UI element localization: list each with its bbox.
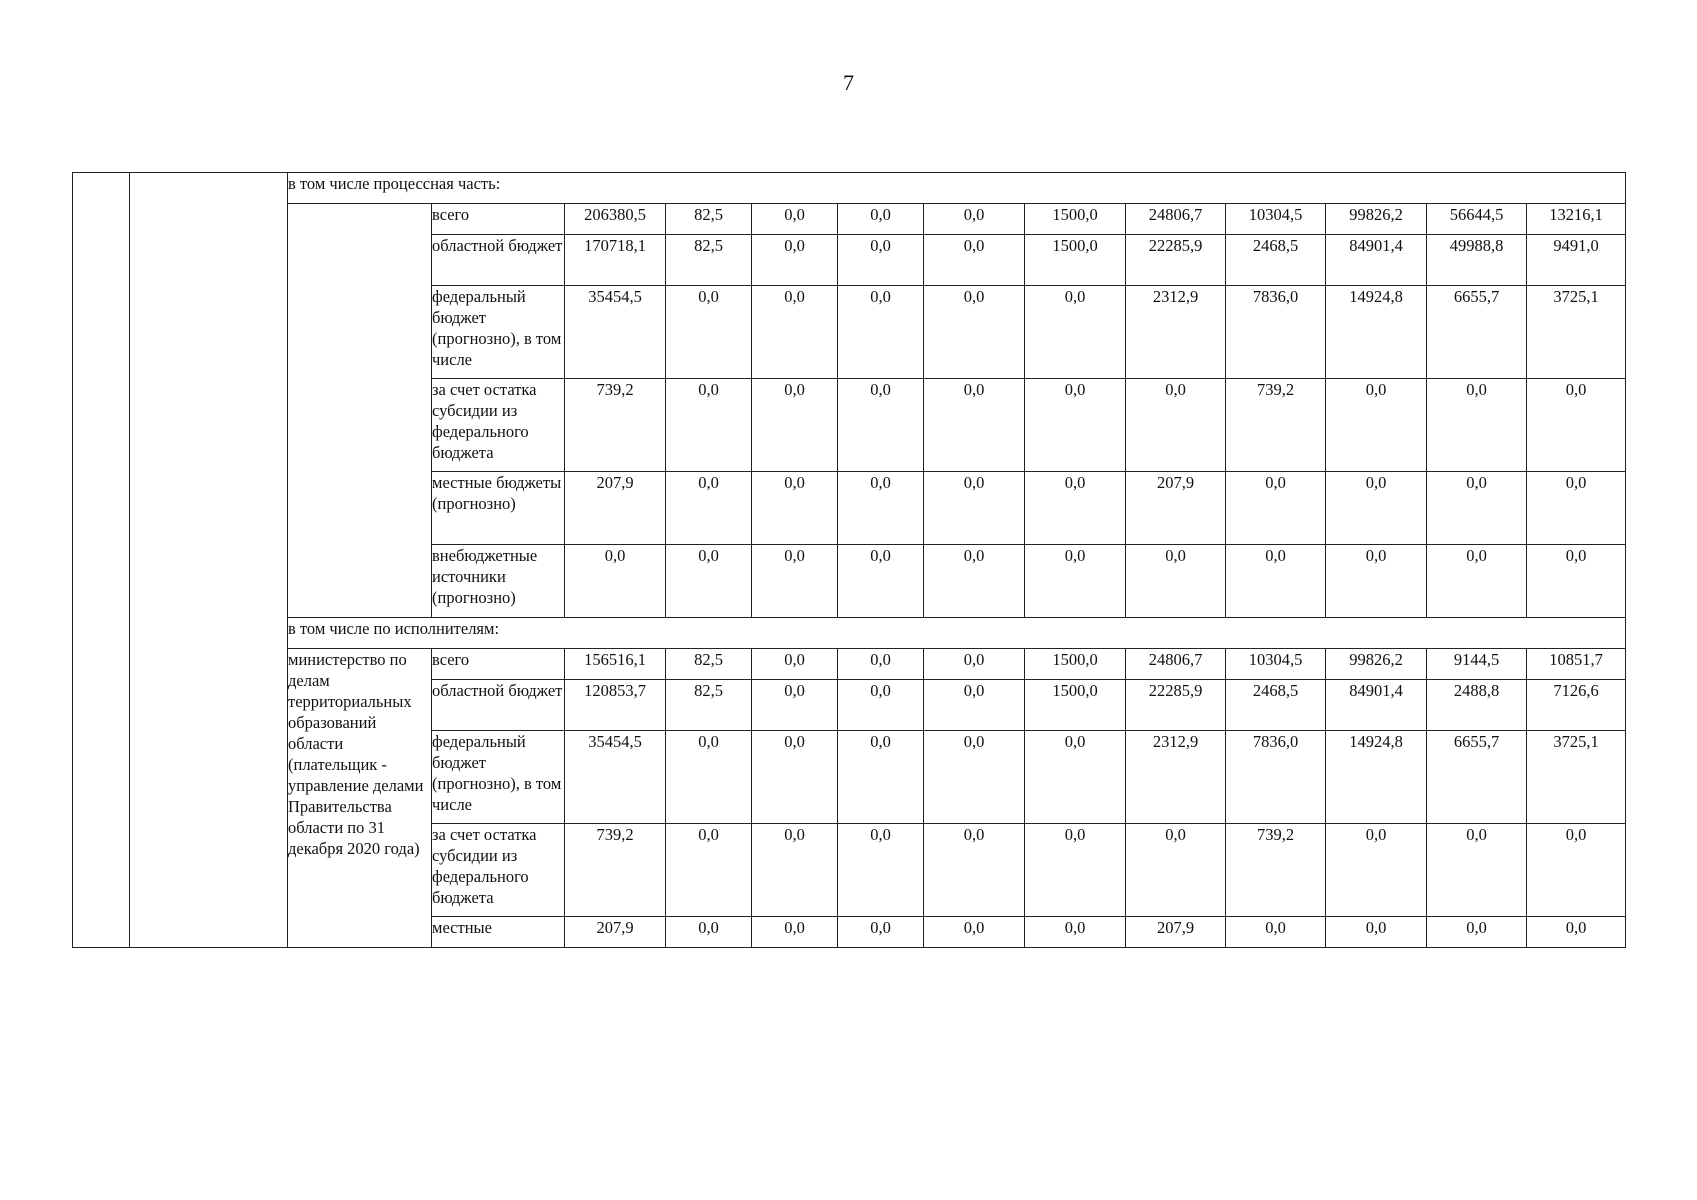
- value-cell: 0,0: [1427, 917, 1527, 948]
- value-cell: 82,5: [666, 649, 752, 680]
- value-cell: 22285,9: [1126, 235, 1226, 286]
- row-label: федеральный бюджет (прогнозно), в том числе: [432, 286, 565, 379]
- value-cell: 0,0: [666, 917, 752, 948]
- value-cell: 1500,0: [1025, 204, 1126, 235]
- value-cell: 0,0: [924, 235, 1025, 286]
- value-cell: 0,0: [752, 379, 838, 472]
- value-cell: 0,0: [838, 286, 924, 379]
- value-cell: 0,0: [1025, 472, 1126, 545]
- row-label: за счет остатка субсидии из федерального бюджета: [432, 379, 565, 472]
- value-cell: 10304,5: [1226, 204, 1326, 235]
- value-cell: 3725,1: [1527, 286, 1626, 379]
- value-cell: 0,0: [924, 286, 1025, 379]
- value-cell: 0,0: [752, 824, 838, 917]
- section-heading-process: в том числе процессная часть:: [288, 173, 1626, 204]
- value-cell: 0,0: [1025, 379, 1126, 472]
- value-cell: 0,0: [752, 731, 838, 824]
- value-cell: 0,0: [1025, 917, 1126, 948]
- value-cell: 0,0: [1025, 286, 1126, 379]
- row-label: местные бюджеты (прогнозно): [432, 472, 565, 545]
- value-cell: 0,0: [838, 204, 924, 235]
- value-cell: 0,0: [924, 379, 1025, 472]
- value-cell: 2312,9: [1126, 286, 1226, 379]
- row-label: за счет остатка субсидии из федерального бюджета: [432, 824, 565, 917]
- value-cell: 0,0: [924, 731, 1025, 824]
- value-cell: 0,0: [1126, 824, 1226, 917]
- value-cell: 10304,5: [1226, 649, 1326, 680]
- value-cell: 84901,4: [1326, 235, 1427, 286]
- value-cell: 0,0: [838, 472, 924, 545]
- value-cell: 14924,8: [1326, 731, 1427, 824]
- value-cell: 99826,2: [1326, 649, 1427, 680]
- process-executor-cell: [288, 204, 432, 618]
- row-label: областной бюджет: [432, 680, 565, 731]
- value-cell: 0,0: [838, 680, 924, 731]
- executor_rows-row: [73, 649, 1626, 680]
- value-cell: 0,0: [1326, 379, 1427, 472]
- value-cell: 82,5: [666, 680, 752, 731]
- value-cell: 0,0: [838, 917, 924, 948]
- value-cell: 7126,6: [1527, 680, 1626, 731]
- value-cell: 9491,0: [1527, 235, 1626, 286]
- value-cell: 0,0: [1527, 379, 1626, 472]
- value-cell: 0,0: [1326, 472, 1427, 545]
- value-cell: 3725,1: [1527, 731, 1626, 824]
- value-cell: 13216,1: [1527, 204, 1626, 235]
- section-row-process: [73, 173, 1626, 204]
- value-cell: 1500,0: [1025, 680, 1126, 731]
- value-cell: 0,0: [666, 545, 752, 618]
- value-cell: 0,0: [924, 545, 1025, 618]
- value-cell: 207,9: [565, 472, 666, 545]
- value-cell: 156516,1: [565, 649, 666, 680]
- value-cell: 206380,5: [565, 204, 666, 235]
- value-cell: 0,0: [924, 649, 1025, 680]
- value-cell: 0,0: [1226, 917, 1326, 948]
- value-cell: 14924,8: [1326, 286, 1427, 379]
- value-cell: 0,0: [666, 379, 752, 472]
- value-cell: 0,0: [666, 824, 752, 917]
- value-cell: 0,0: [752, 680, 838, 731]
- value-cell: 0,0: [1427, 545, 1527, 618]
- row-label: всего: [432, 649, 565, 680]
- value-cell: 82,5: [666, 235, 752, 286]
- value-cell: 49988,8: [1427, 235, 1527, 286]
- value-cell: 0,0: [1527, 472, 1626, 545]
- value-cell: 0,0: [1126, 379, 1226, 472]
- value-cell: 0,0: [1226, 545, 1326, 618]
- value-cell: 35454,5: [565, 731, 666, 824]
- value-cell: 0,0: [1427, 824, 1527, 917]
- value-cell: 0,0: [838, 545, 924, 618]
- section-row-executors: [73, 618, 1626, 649]
- value-cell: 35454,5: [565, 286, 666, 379]
- value-cell: 10851,7: [1527, 649, 1626, 680]
- value-cell: 739,2: [565, 379, 666, 472]
- row-label: внебюджетные источники (прогнозно): [432, 545, 565, 618]
- value-cell: 7836,0: [1226, 731, 1326, 824]
- value-cell: 0,0: [924, 680, 1025, 731]
- value-cell: 0,0: [666, 472, 752, 545]
- value-cell: 739,2: [1226, 824, 1326, 917]
- value-cell: 99826,2: [1326, 204, 1427, 235]
- row-label: областной бюджет: [432, 235, 565, 286]
- value-cell: 2468,5: [1226, 235, 1326, 286]
- page-number: 7: [843, 70, 854, 95]
- value-cell: 0,0: [1126, 545, 1226, 618]
- value-cell: 0,0: [924, 204, 1025, 235]
- value-cell: 0,0: [752, 472, 838, 545]
- value-cell: 0,0: [924, 472, 1025, 545]
- value-cell: 0,0: [924, 824, 1025, 917]
- value-cell: 2468,5: [1226, 680, 1326, 731]
- budget-table: [72, 172, 1626, 948]
- row-label: федеральный бюджет (прогнозно), в том числе: [432, 731, 565, 824]
- value-cell: 22285,9: [1126, 680, 1226, 731]
- value-cell: 82,5: [666, 204, 752, 235]
- value-cell: 0,0: [752, 917, 838, 948]
- value-cell: 7836,0: [1226, 286, 1326, 379]
- value-cell: 0,0: [752, 649, 838, 680]
- value-cell: 0,0: [924, 917, 1025, 948]
- value-cell: 0,0: [1527, 545, 1626, 618]
- process_rows-row: [73, 204, 1626, 235]
- value-cell: 0,0: [1025, 824, 1126, 917]
- row-label: всего: [432, 204, 565, 235]
- value-cell: 120853,7: [565, 680, 666, 731]
- value-cell: 0,0: [838, 731, 924, 824]
- value-cell: 0,0: [752, 286, 838, 379]
- executor-name-cell: министерство по делам территориальных образований области (плательщик - управление делами Правительства области по 31 декабря 2020 года): [288, 649, 432, 948]
- value-cell: 1500,0: [1025, 649, 1126, 680]
- value-cell: 56644,5: [1427, 204, 1527, 235]
- value-cell: 0,0: [1527, 917, 1626, 948]
- value-cell: 9144,5: [1427, 649, 1527, 680]
- value-cell: 739,2: [565, 824, 666, 917]
- value-cell: 0,0: [1326, 824, 1427, 917]
- value-cell: 0,0: [752, 235, 838, 286]
- value-cell: 1500,0: [1025, 235, 1126, 286]
- value-cell: 0,0: [1025, 545, 1126, 618]
- value-cell: 0,0: [565, 545, 666, 618]
- value-cell: 0,0: [838, 649, 924, 680]
- row-label: местные: [432, 917, 565, 948]
- value-cell: 0,0: [666, 731, 752, 824]
- value-cell: 2312,9: [1126, 731, 1226, 824]
- value-cell: 0,0: [838, 379, 924, 472]
- value-cell: 6655,7: [1427, 731, 1527, 824]
- col-number-cell: [73, 173, 130, 948]
- value-cell: 0,0: [1326, 917, 1427, 948]
- value-cell: 0,0: [752, 204, 838, 235]
- value-cell: 0,0: [1326, 545, 1427, 618]
- value-cell: 6655,7: [1427, 286, 1527, 379]
- value-cell: 0,0: [838, 824, 924, 917]
- value-cell: 207,9: [565, 917, 666, 948]
- value-cell: 0,0: [1427, 379, 1527, 472]
- value-cell: 0,0: [1025, 731, 1126, 824]
- value-cell: 0,0: [1226, 472, 1326, 545]
- value-cell: 739,2: [1226, 379, 1326, 472]
- section-heading-executors: в том числе по исполнителям:: [288, 618, 1626, 649]
- value-cell: 0,0: [1527, 824, 1626, 917]
- value-cell: 24806,7: [1126, 204, 1226, 235]
- value-cell: 84901,4: [1326, 680, 1427, 731]
- col-name-cell: [130, 173, 288, 948]
- value-cell: 0,0: [1427, 472, 1527, 545]
- value-cell: 24806,7: [1126, 649, 1226, 680]
- value-cell: 0,0: [838, 235, 924, 286]
- value-cell: 2488,8: [1427, 680, 1527, 731]
- value-cell: 207,9: [1126, 917, 1226, 948]
- value-cell: 170718,1: [565, 235, 666, 286]
- value-cell: 0,0: [666, 286, 752, 379]
- value-cell: 207,9: [1126, 472, 1226, 545]
- value-cell: 0,0: [752, 545, 838, 618]
